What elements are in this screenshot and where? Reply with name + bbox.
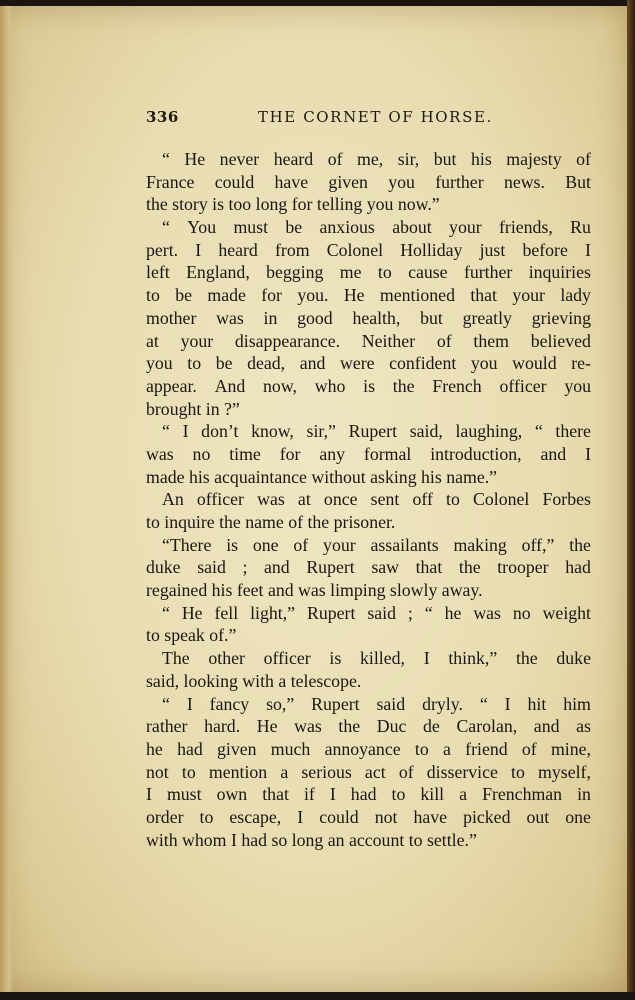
text-line: at your disappearance. Neither of them believed xyxy=(146,330,591,351)
page-edge xyxy=(627,0,635,1000)
text-line: brought in ?” xyxy=(146,398,240,419)
text-line: “ He fell light,” Rupert said ; “ he was no weight xyxy=(162,602,591,623)
text-line: France could have given you further news. But xyxy=(146,171,591,192)
text-line: An officer was at once sent off to Colonel Forbes xyxy=(162,489,591,510)
body-text xyxy=(146,148,591,851)
text-line: to be made for you. He mentioned that your lady xyxy=(146,285,591,306)
page-number: 336 xyxy=(146,108,179,126)
text-line: “ I don’t know, sir,” Rupert said, laughing, “ there xyxy=(162,421,591,442)
text-line: to speak of.” xyxy=(146,625,237,646)
text-line: The other officer is killed, I think,” the duke xyxy=(162,648,591,669)
text-line: you to be dead, and were confident you would re- xyxy=(146,353,591,374)
text-line: the story is too long for telling you now.” xyxy=(146,194,440,215)
text-line: with whom I had so long an account to settle.” xyxy=(146,829,477,850)
running-header xyxy=(146,108,590,132)
text-line: order to escape, I could not have picked out one xyxy=(146,806,591,827)
text-line: left England, begging me to cause further inquiries xyxy=(146,262,591,283)
text-line: appear. And now, who is the French officer you xyxy=(146,375,591,396)
text-line: “There is one of your assailants making off,” the xyxy=(162,534,591,555)
text-line: mother was in good health, but greatly grieving xyxy=(146,307,591,328)
text-line: not to mention a serious act of disservice to myself, xyxy=(146,761,591,782)
text-line: to inquire the name of the prisoner. xyxy=(146,512,396,532)
text-line: was no time for any formal introduction, and I xyxy=(146,443,591,464)
text-line: rather hard. He was the Duc de Carolan, and as xyxy=(146,716,591,737)
text-line: duke said ; and Rupert saw that the trooper had xyxy=(146,557,591,578)
text-line: pert. I heard from Colonel Holliday just before I xyxy=(146,239,591,260)
page-bottom-edge xyxy=(0,992,635,1000)
text-line: “ I fancy so,” Rupert said dryly. “ I hit him xyxy=(162,693,591,714)
text-line: said, looking with a telescope. xyxy=(146,670,362,691)
text-line: he had given much annoyance to a friend of mine, xyxy=(146,738,591,759)
text-line: made his acquaintance without asking his name.” xyxy=(146,466,498,487)
text-line: I must own that if I had to kill a Frenchman in xyxy=(146,784,591,805)
text-line: “ You must be anxious about your friends, Ru xyxy=(162,217,591,238)
page-gutter-shadow xyxy=(0,6,14,992)
text-line: “ He never heard of me, sir, but his majesty of xyxy=(162,149,591,169)
running-title: THE CORNET OF HORSE. xyxy=(258,108,493,126)
text-line: regained his feet and was limping slowly away. xyxy=(146,580,483,601)
